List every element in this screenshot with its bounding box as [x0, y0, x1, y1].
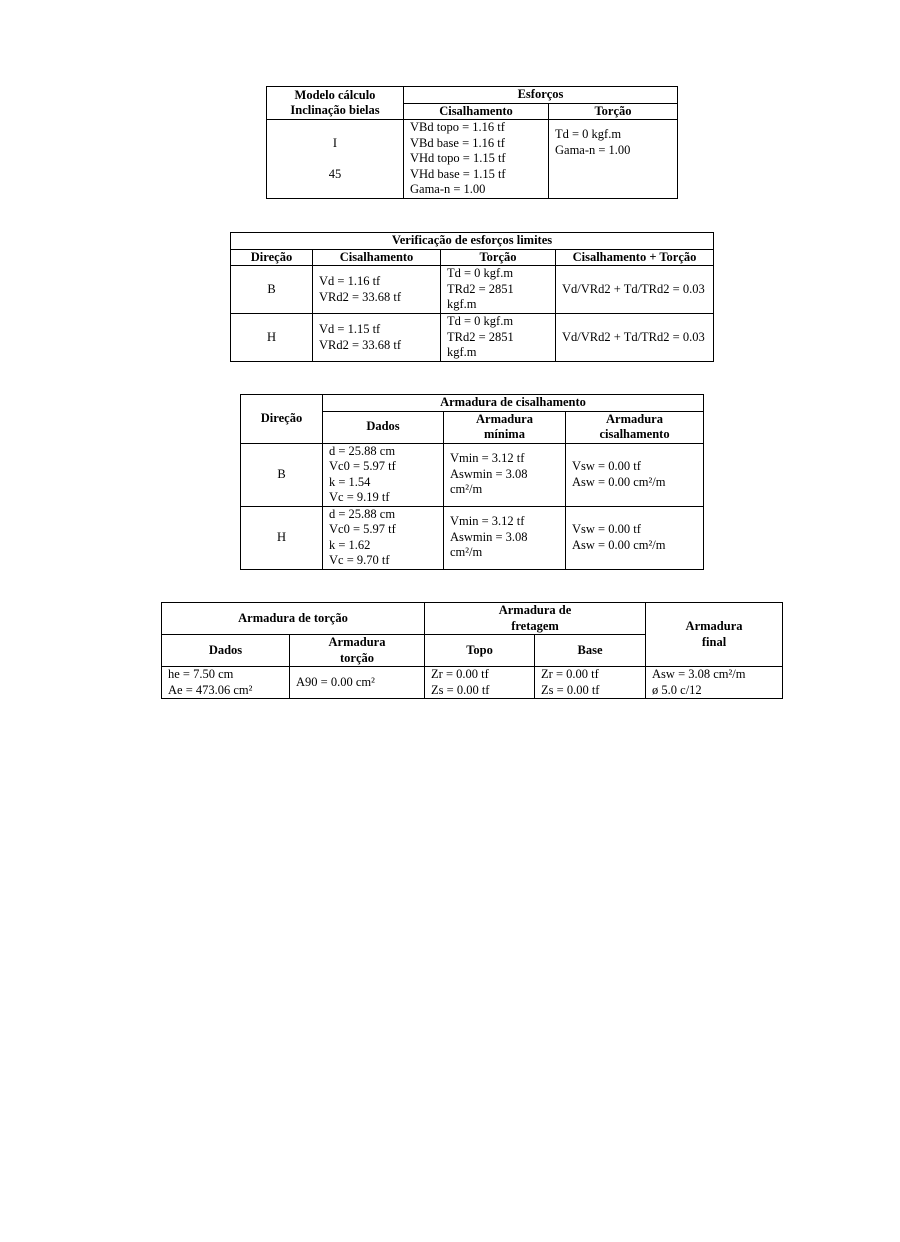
cell-dados — [323, 443, 444, 506]
cell-base — [535, 667, 646, 699]
table-row — [241, 443, 704, 506]
header-inclinacao: Inclinação bielas — [290, 103, 380, 117]
cell-torcao — [441, 314, 556, 362]
cell-dados — [323, 506, 444, 569]
header-minima-text: Armadura mínima — [476, 411, 533, 441]
verificacao-title: Verificação de esforços limites — [231, 233, 714, 250]
header-armadura-minima — [444, 411, 566, 443]
header-topo: Topo — [425, 635, 535, 667]
cis-line: VHd topo = 1.15 tf — [410, 151, 506, 166]
cell-topo — [425, 667, 535, 699]
cis-line: VRd2 = 33.68 tf — [319, 337, 402, 352]
cell-dados — [162, 667, 290, 699]
header-esforcos: Esforços — [404, 87, 678, 104]
header-cis-text: Armadura cisalhamento — [599, 411, 670, 441]
cell-minima — [444, 506, 566, 569]
cis-line: Gama-n = 1.00 — [410, 182, 486, 197]
cell-cisalhamento — [313, 266, 441, 314]
header-base: Base — [535, 635, 646, 667]
cell-combinado — [556, 314, 714, 362]
header-direcao: Direção — [241, 395, 323, 444]
cell-cisalhamento — [566, 443, 704, 506]
tor-line: Gama-n = 1.00 — [555, 142, 631, 157]
table-armadura-cisalhamento — [240, 394, 704, 570]
direcao-value: H — [241, 506, 323, 569]
dados-line: Vc0 = 5.97 tf — [329, 522, 396, 536]
header-modelo: Modelo cálculo — [294, 87, 376, 102]
topo-line: Zr = 0.00 tf — [431, 667, 489, 681]
cis-line: Vsw = 0.00 tf — [572, 522, 641, 536]
header-armadura-torcao: Armadura de torção — [162, 603, 425, 635]
table-verificacao — [230, 232, 714, 362]
final-line: ø 5.0 c/12 — [652, 682, 702, 697]
header-fretagem-text: Armadura de fretagem — [498, 603, 572, 633]
base-line: Zs = 0.00 tf — [541, 682, 600, 697]
table-row — [162, 667, 783, 699]
header-arm-torcao — [290, 635, 425, 667]
minima-line: Aswmin = 3.08 — [450, 529, 528, 544]
dados-line: Vc0 = 5.97 tf — [329, 459, 396, 473]
dados-line: he = 7.50 cm — [168, 667, 234, 681]
header-torcao: Torção — [441, 249, 556, 266]
header-modelo-inclinacao — [267, 87, 404, 120]
tor-line: Td = 0 kgf.m — [555, 127, 622, 141]
cis-line: VBd topo = 1.16 tf — [410, 120, 505, 135]
header-torcao: Torção — [549, 103, 678, 120]
minima-line: Vmin = 3.12 tf — [450, 514, 525, 529]
dados-line: Vc = 9.70 tf — [329, 553, 390, 567]
minima-line: cm²/m — [450, 482, 483, 497]
cis-line: Vd = 1.16 tf — [319, 274, 381, 288]
header-cisalhamento: Cisalhamento — [313, 249, 441, 266]
dados-line: d = 25.88 cm — [329, 443, 396, 458]
topo-line: Zs = 0.00 tf — [431, 682, 490, 697]
comb-value: Vd/VRd2 + Td/TRd2 = 0.03 — [562, 329, 705, 344]
tor-line: Td = 0 kgf.m — [447, 266, 514, 281]
tor-line: kgf.m — [447, 345, 477, 360]
cis-line: Asw = 0.00 cm²/m — [572, 537, 666, 552]
header-armadura-fretagem — [425, 603, 646, 635]
cell-minima — [444, 443, 566, 506]
tor-line: TRd2 = 2851 — [447, 281, 514, 296]
minima-line: Aswmin = 3.08 — [450, 466, 528, 481]
tor-line: TRd2 = 2851 — [447, 329, 514, 344]
header-dados: Dados — [323, 411, 444, 443]
dados-line: d = 25.88 cm — [329, 506, 396, 521]
cis-line: VHd base = 1.15 tf — [410, 166, 506, 181]
table-row — [241, 506, 704, 569]
cell-modelo — [267, 120, 404, 199]
cell-cisalhamento — [404, 120, 549, 199]
header-direcao: Direção — [231, 249, 313, 266]
table-armadura-torcao-fretagem — [161, 602, 783, 699]
header-armadura-cis — [566, 411, 704, 443]
cell-cisalhamento — [313, 314, 441, 362]
direcao-value: H — [231, 314, 313, 362]
final-line: Asw = 3.08 cm²/m — [652, 667, 746, 681]
cis-line: VRd2 = 33.68 tf — [319, 289, 402, 304]
header-dados: Dados — [162, 635, 290, 667]
cell-final — [646, 667, 783, 699]
cell-cisalhamento — [566, 506, 704, 569]
cell-torcao — [549, 120, 678, 199]
inclinacao-value: 45 — [328, 166, 342, 181]
header-final-text: Armadura final — [685, 619, 743, 649]
cis-line: Vsw = 0.00 tf — [572, 459, 641, 473]
minima-line: Vmin = 3.12 tf — [450, 451, 525, 466]
cis-line: Vd = 1.15 tf — [319, 322, 381, 336]
table-row — [231, 314, 714, 362]
tor-line: kgf.m — [447, 297, 477, 312]
dados-line: k = 1.54 — [329, 474, 371, 489]
header-arm-torcao-text: Armadura torção — [328, 635, 386, 665]
cell-a90: A90 = 0.00 cm² — [290, 667, 425, 699]
cell-combinado — [556, 266, 714, 314]
base-line: Zr = 0.00 tf — [541, 667, 599, 681]
cis-line: VBd base = 1.16 tf — [410, 135, 505, 150]
minima-line: cm²/m — [450, 545, 483, 560]
header-armadura-cisalhamento: Armadura de cisalhamento — [323, 395, 704, 412]
cis-line: Asw = 0.00 cm²/m — [572, 474, 666, 489]
header-armadura-final — [646, 603, 783, 667]
header-cisalhamento: Cisalhamento — [404, 103, 549, 120]
dados-line: Ae = 473.06 cm² — [168, 682, 253, 697]
table-row — [231, 266, 714, 314]
direcao-value: B — [231, 266, 313, 314]
comb-value: Vd/VRd2 + Td/TRd2 = 0.03 — [562, 281, 705, 296]
tor-line: Td = 0 kgf.m — [447, 314, 514, 329]
direcao-value: B — [241, 443, 323, 506]
modelo-value: I — [332, 136, 338, 150]
cell-torcao — [441, 266, 556, 314]
dados-line: k = 1.62 — [329, 537, 371, 552]
header-cisalhamento-torcao: Cisalhamento + Torção — [556, 249, 714, 266]
table-modelo-esforcos — [266, 86, 678, 199]
dados-line: Vc = 9.19 tf — [329, 490, 390, 504]
